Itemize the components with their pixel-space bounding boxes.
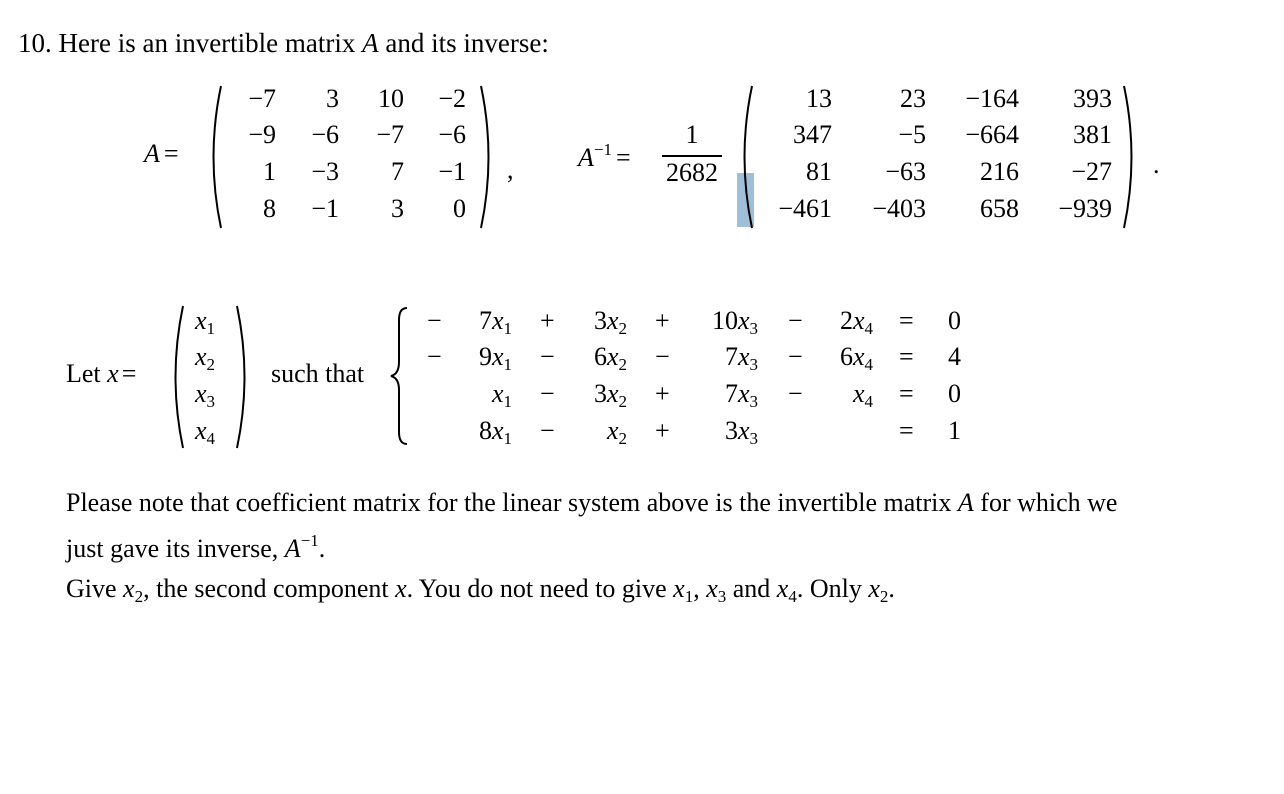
variable-subscript: 1	[206, 319, 216, 338]
matrix-inv-cell: −5	[898, 120, 926, 149]
variable-subscript: 2	[618, 392, 627, 411]
term-4	[753, 379, 873, 417]
variable-subscript: 2	[618, 355, 627, 374]
variable: x	[491, 416, 504, 445]
variable: x	[491, 306, 504, 335]
equals-sign: =	[899, 379, 914, 408]
operator-2: +	[655, 379, 670, 408]
rhs-value: 4	[948, 342, 961, 371]
term-1	[392, 379, 512, 417]
variable: x	[195, 306, 207, 335]
variable: x	[852, 379, 865, 408]
term-3: $3x_3$	[724, 416, 758, 448]
variable: x	[606, 379, 619, 408]
variable-subscript: 4	[864, 319, 873, 338]
matrix-inv-cell: −164	[965, 84, 1019, 113]
variable-subscript: 3	[206, 392, 216, 411]
matrix-a-right-paren	[478, 84, 498, 230]
question-text: Give $x_2$, the second component x. You do not need to give $x_1$, $x_3$ and $x_4$. Only $x_2$.	[66, 574, 895, 606]
matrix-inv-label: $A^{-1}$ =	[578, 140, 631, 172]
fraction-denominator: 2682	[666, 158, 718, 187]
variable: x	[606, 416, 619, 445]
matrix-inv-cell: 658	[980, 194, 1019, 223]
variable-subscript: 3	[749, 319, 758, 338]
variable: x	[195, 342, 207, 371]
variable: x	[195, 416, 207, 445]
matrix-a-cell: 8	[263, 194, 276, 223]
matrix-inv-cell: 347	[793, 120, 832, 149]
variable-subscript: 1	[503, 392, 512, 411]
fraction-numerator: 1	[685, 120, 699, 149]
variable: x	[195, 379, 207, 408]
matrix-a-cell: −1	[438, 157, 466, 186]
vector-x-entry	[195, 416, 215, 454]
matrix-inv-cell: 81	[806, 157, 832, 186]
variable: x	[491, 379, 504, 408]
rhs-value: 1	[948, 416, 961, 445]
matrix-inv-cell: −63	[885, 157, 926, 186]
matrix-a-cell: −3	[311, 157, 339, 186]
matrix-inv-cell: −461	[778, 194, 832, 223]
problem-statement: 10. Here is an invertible matrix A and its inverse:	[18, 28, 549, 58]
operator-1: −	[540, 416, 555, 445]
vector-x-entry	[195, 342, 215, 380]
variable-subscript: 1	[503, 429, 512, 448]
rhs-value: 0	[948, 306, 961, 335]
matrix-a-cell: 1	[263, 157, 276, 186]
vector-x-label: Let x =	[66, 359, 137, 388]
variable-subscript: 1	[503, 319, 512, 338]
matrix-inv-right-paren	[1121, 84, 1141, 230]
matrix-inv-cell: −939	[1058, 194, 1112, 223]
term-1: $7x_1$	[478, 306, 512, 338]
term-2	[507, 416, 627, 454]
variable-subscript: 3	[749, 429, 758, 448]
matrix-a-cell: −2	[438, 84, 466, 113]
matrix-a-cell: 3	[326, 84, 339, 113]
variable: x	[852, 342, 865, 371]
matrix-a-cell: 10	[378, 84, 404, 113]
term-3: $10x_3$	[711, 306, 758, 338]
operator-1: −	[540, 342, 555, 371]
note-line-1: Please note that coefficient matrix for the linear system above is the invertible matrix A for which we	[66, 488, 1118, 517]
variable: x	[737, 379, 750, 408]
variable-subscript: 3	[749, 392, 758, 411]
term-3: $7x_3$	[724, 342, 758, 374]
variable-subscript: 4	[864, 355, 873, 374]
operator-2: +	[655, 416, 670, 445]
term-3: $7x_3$	[724, 379, 758, 411]
operator-2: +	[655, 306, 670, 335]
equals-sign: =	[899, 416, 914, 445]
note-line-2: just gave its inverse, $A^{-1}$.	[66, 531, 326, 563]
operator-3: −	[788, 306, 803, 335]
variable: x	[737, 342, 750, 371]
equals-sign: =	[899, 342, 914, 371]
vector-x-right-paren	[234, 304, 254, 450]
matrix-inv-cell: −403	[872, 194, 926, 223]
rhs-value: 0	[948, 379, 961, 408]
matrix-a-cell: 3	[391, 194, 404, 223]
operator-3: −	[788, 379, 803, 408]
vector-x-entry	[195, 306, 215, 344]
matrix-a-cell: −7	[248, 84, 276, 113]
matrix-inv-cell: −27	[1071, 157, 1112, 186]
fraction-bar	[662, 155, 722, 157]
variable-subscript: 2	[206, 355, 216, 374]
operator-1: +	[540, 306, 555, 335]
matrix-a-cell: −6	[438, 120, 466, 149]
variable-subscript: 4	[206, 429, 216, 448]
operator-3: −	[788, 342, 803, 371]
matrix-inv-period: .	[1153, 150, 1160, 179]
variable-subscript: 2	[618, 319, 627, 338]
matrix-a-cell: −6	[311, 120, 339, 149]
leading-sign: −	[427, 306, 442, 335]
matrix-a-cell: −1	[311, 194, 339, 223]
matrix-inv-cell: 23	[900, 84, 926, 113]
term-2: $3x_2$	[593, 306, 627, 338]
operator-1: −	[540, 379, 555, 408]
term-1: $9x_1$	[478, 342, 512, 374]
vector-x-left-paren	[166, 304, 186, 450]
such-that-label: such that	[271, 359, 365, 388]
variable-subscript: 4	[864, 392, 873, 411]
variable-subscript: 3	[749, 355, 758, 374]
variable-subscript: 2	[618, 429, 627, 448]
matrix-a-comma: ,	[507, 155, 514, 184]
term-4: $6x_4$	[839, 342, 873, 374]
matrix-a-cell: 0	[453, 194, 466, 223]
operator-2: −	[655, 342, 670, 371]
variable: x	[852, 306, 865, 335]
term-1: $8x_1$	[478, 416, 512, 448]
matrix-a-label: A =	[144, 139, 179, 168]
term-2: $3x_2$	[593, 379, 627, 411]
variable: x	[737, 306, 750, 335]
vector-x-entry	[195, 379, 215, 417]
term-4: $2x_4$	[839, 306, 873, 338]
variable: x	[606, 342, 619, 371]
variable: x	[491, 342, 504, 371]
matrix-inv-cell: 381	[1073, 120, 1112, 149]
matrix-inv-cell: −664	[965, 120, 1019, 149]
variable: x	[737, 416, 750, 445]
variable-subscript: 1	[503, 355, 512, 374]
matrix-a-cell: −7	[376, 120, 404, 149]
variable: x	[606, 306, 619, 335]
equals-sign: =	[899, 306, 914, 335]
term-2: $6x_2$	[593, 342, 627, 374]
matrix-a-cell: 7	[391, 157, 404, 186]
matrix-inv-cell: 393	[1073, 84, 1112, 113]
problem-number: 10.	[18, 28, 52, 58]
matrix-inv-cell: 13	[806, 84, 832, 113]
leading-sign: −	[427, 342, 442, 371]
matrix-inv-cell: 216	[980, 157, 1019, 186]
matrix-a-cell: −9	[248, 120, 276, 149]
